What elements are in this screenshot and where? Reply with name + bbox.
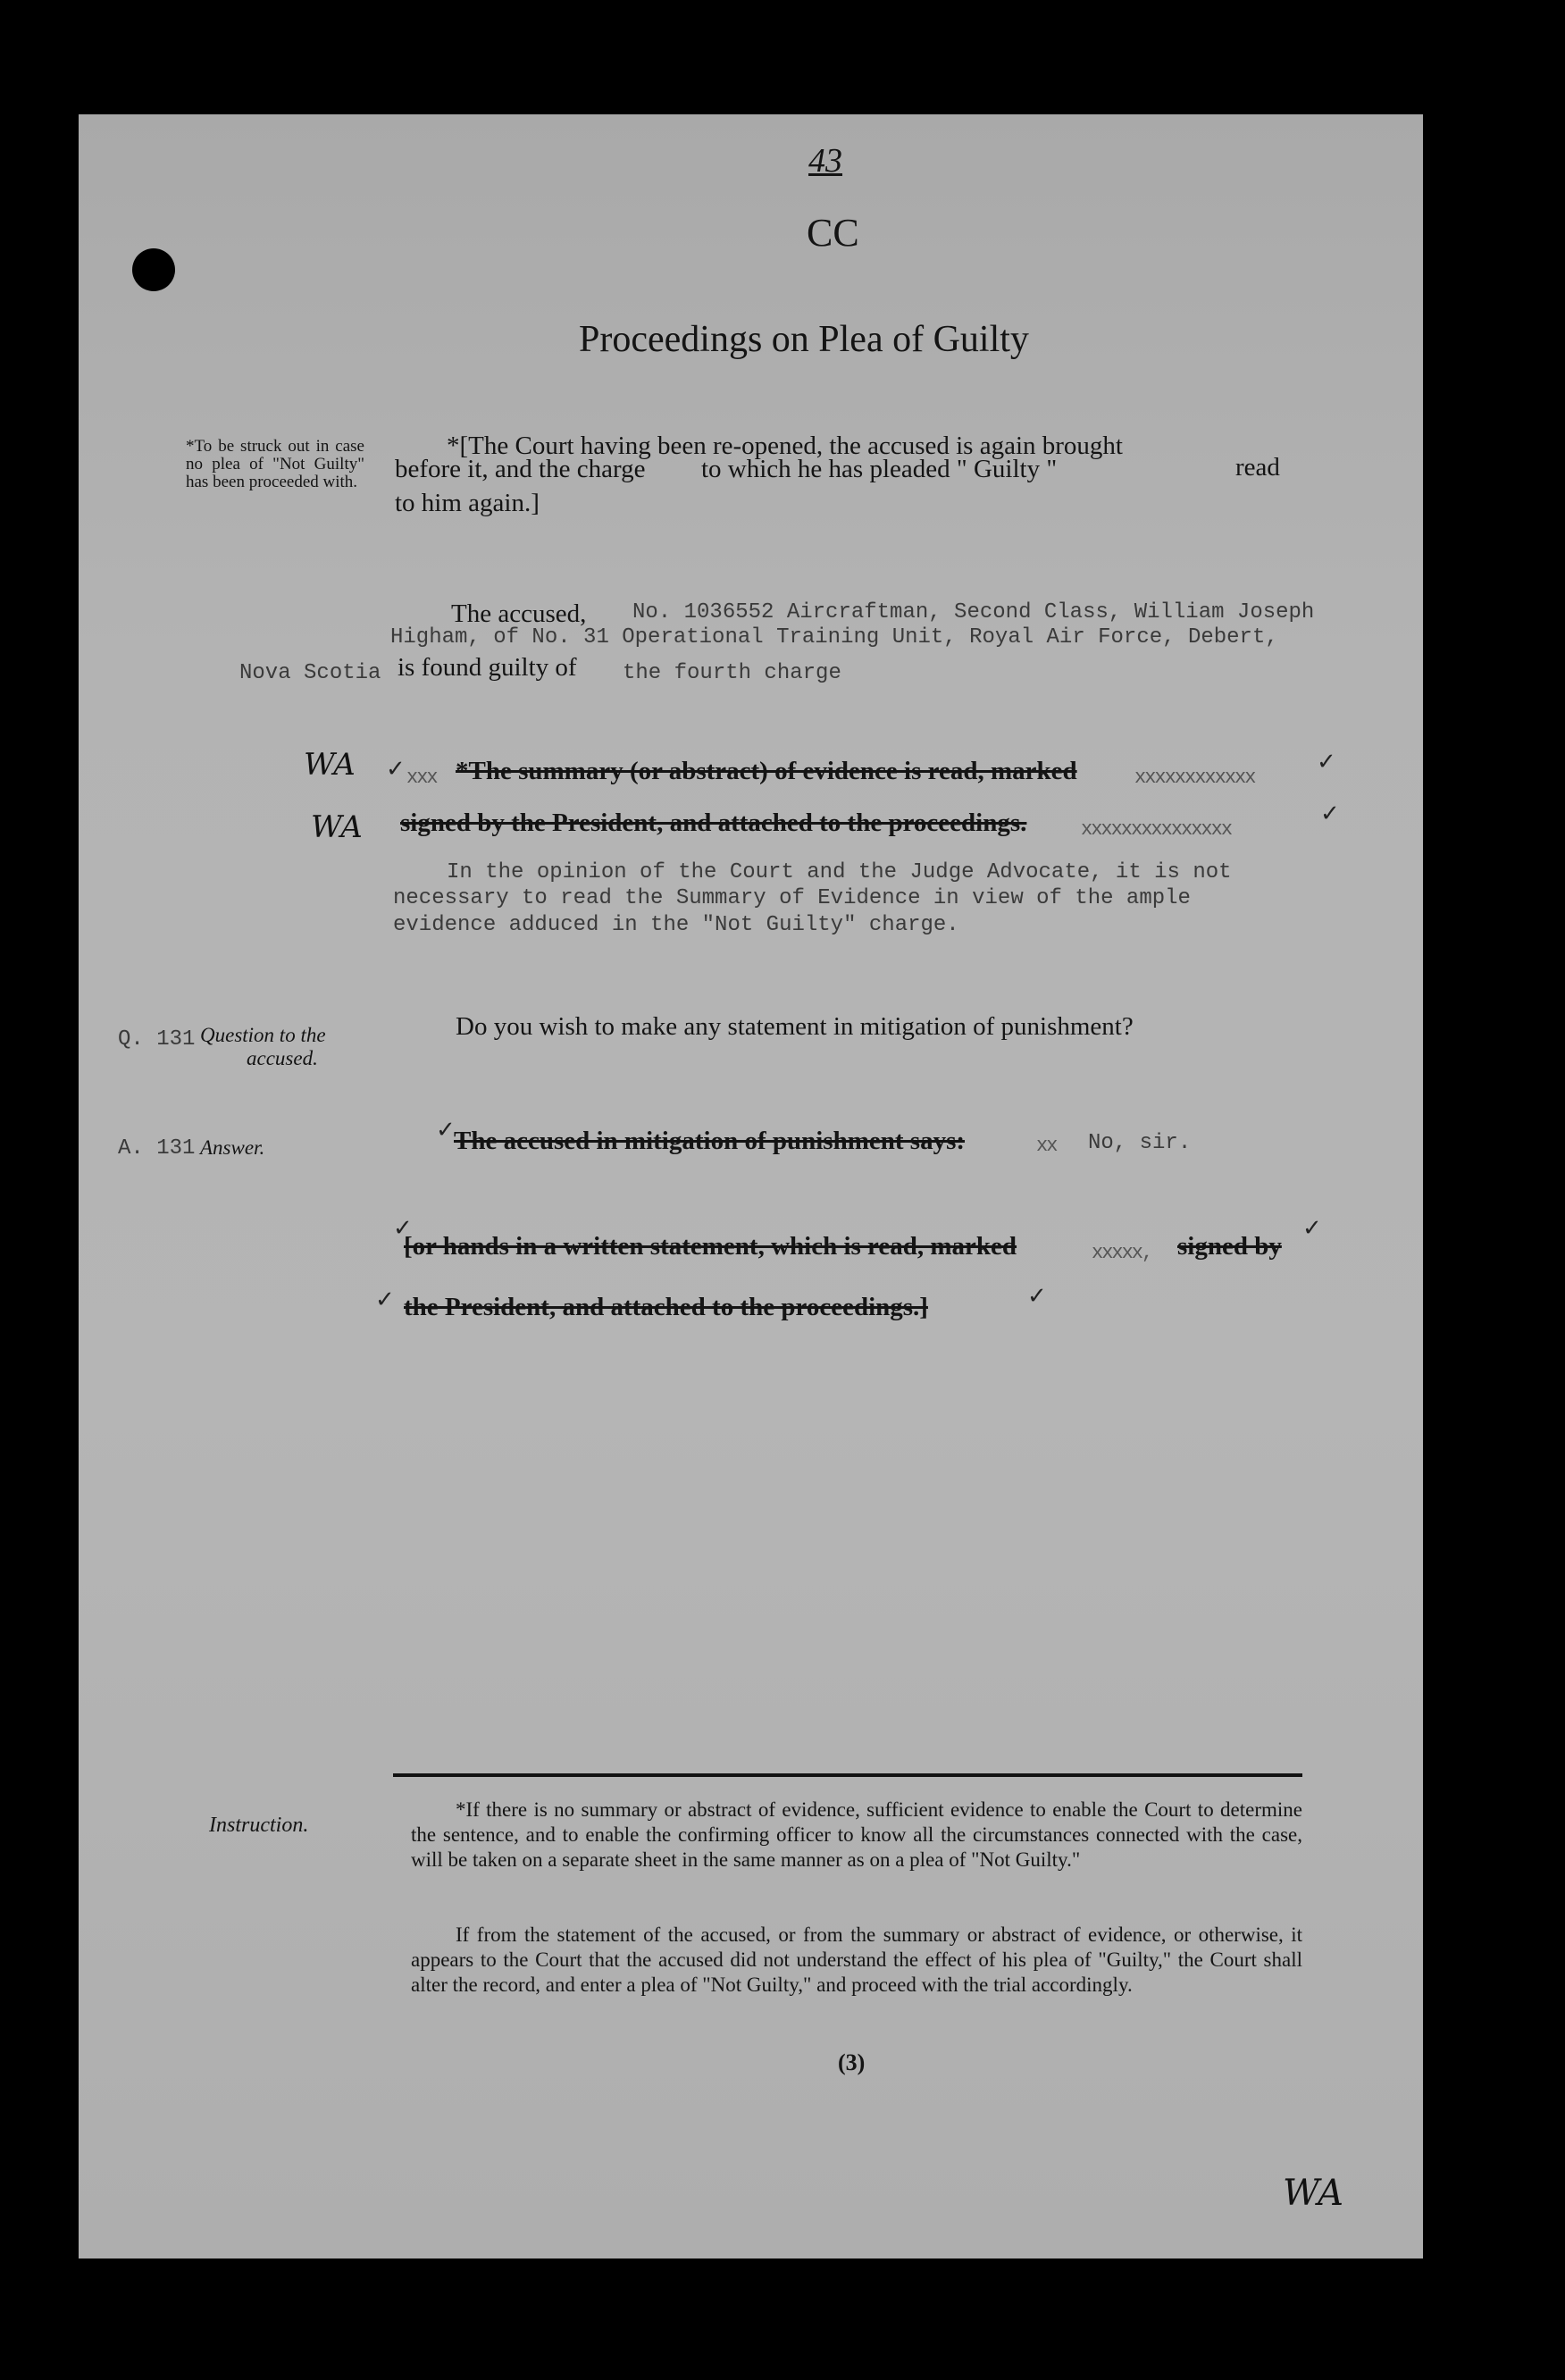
answer-label: Answer.	[200, 1136, 265, 1159]
tick-mark: ✓	[375, 1286, 395, 1312]
opinion-line-3: evidence adduced in the "Not Guilty" charge.	[393, 913, 959, 937]
x-fill: xx	[1036, 1135, 1057, 1157]
reopened-line-2a: before it, and the charge	[395, 455, 646, 483]
tick-mark: ✓	[1302, 1215, 1322, 1241]
summary-line-1: *The summary (or abstract) of evidence is read, marked	[456, 757, 1077, 785]
answer-typed: No, sir.	[1088, 1131, 1192, 1155]
answer-struck: The accused in mitigation of punishment says:	[454, 1127, 966, 1155]
x-fill: xxxxxxxxxxxx	[1134, 767, 1255, 789]
page-title: Proceedings on Plea of Guilty	[579, 319, 1029, 360]
accused-details-2: Higham, of No. 31 Operational Training Unit, Royal Air Force, Debert,	[390, 625, 1278, 649]
question-number: Q. 131	[118, 1027, 196, 1052]
accused-details-1: No. 1036552 Aircraftman, Second Class, William Joseph	[632, 600, 1315, 624]
form-code: CC	[807, 211, 859, 255]
tick-mark: ✓	[436, 1117, 456, 1143]
folio-number: 43	[808, 142, 842, 180]
opinion-line-2: necessary to read the Summary of Evidence in view of the ample	[393, 886, 1191, 910]
x-fill: xxxxx,	[1092, 1242, 1152, 1264]
tick-mark: ✓	[1027, 1283, 1047, 1309]
tick-mark: ✓	[386, 756, 406, 782]
question-text: Do you wish to make any statement in mitigation of punishment?	[456, 1012, 1134, 1041]
reopened-line-2b: to which he has pleaded " Guilty "	[701, 455, 1058, 483]
instruction-para-1: *If there is no summary or abstract of evidence, sufficient evidence to enable the Court to determine the sentence, and to enable the confirming officer to know all the circumstances connected with the case, will be taken on a separate sheet in the same manner as on a plea of "Not Guilty."	[411, 1798, 1302, 1871]
x-fill: xxx	[406, 767, 437, 789]
reopened-line-2c: read	[1235, 453, 1280, 482]
page-number: (3)	[838, 2049, 866, 2075]
reopened-line-1: *[The Court having been re-opened, the accused is again brought	[447, 432, 1123, 460]
opinion-line-1: In the opinion of the Court and the Judge Advocate, it is not	[447, 860, 1232, 884]
punch-hole	[132, 248, 175, 291]
question-label-1: Question to the	[200, 1024, 326, 1046]
signature: WA	[1283, 2173, 1344, 2214]
x-fill: xxxxxxxxxxxxxxx	[1081, 818, 1232, 841]
answer-number: A. 131	[118, 1136, 196, 1161]
finding-mid: is found guilty of	[398, 653, 577, 682]
written-line-1a: [or hands in a written statement, which is read, marked	[404, 1232, 1017, 1261]
tick-mark: ✓	[1317, 749, 1336, 775]
instruction-rule	[393, 1773, 1302, 1777]
margin-initials-1: WA	[304, 747, 356, 783]
margin-initials-2: WA	[311, 809, 363, 845]
instruction-para-2: If from the statement of the accused, or from the summary or abstract of evidence, or otherwise, it appears to the Court that the accused did not understand the effect of his plea of "Guilty," the Court shall alter the record, and enter a plea of "Not Guilty," and proceed with the trial accordingly.	[411, 1923, 1302, 1996]
summary-line-2: signed by the President, and attached to the proceedings.	[400, 809, 1027, 837]
tick-mark: ✓	[1320, 800, 1340, 826]
instruction-label: Instruction.	[209, 1814, 309, 1837]
accused-location: Nova Scotia	[239, 661, 381, 685]
reopened-line-3: to him again.]	[395, 489, 540, 517]
question-label-2: accused.	[247, 1047, 318, 1069]
tick-mark: ✓	[393, 1215, 413, 1241]
written-line-2: the President, and attached to the proceedings.]	[404, 1293, 928, 1321]
strike-out-note: *To be struck out in case no plea of "Not Guilty" has been proceeded with.	[186, 437, 364, 491]
written-line-1b: signed by	[1177, 1232, 1282, 1261]
accused-lead: The accused,	[451, 599, 587, 628]
finding-charge: the fourth charge	[623, 661, 841, 685]
